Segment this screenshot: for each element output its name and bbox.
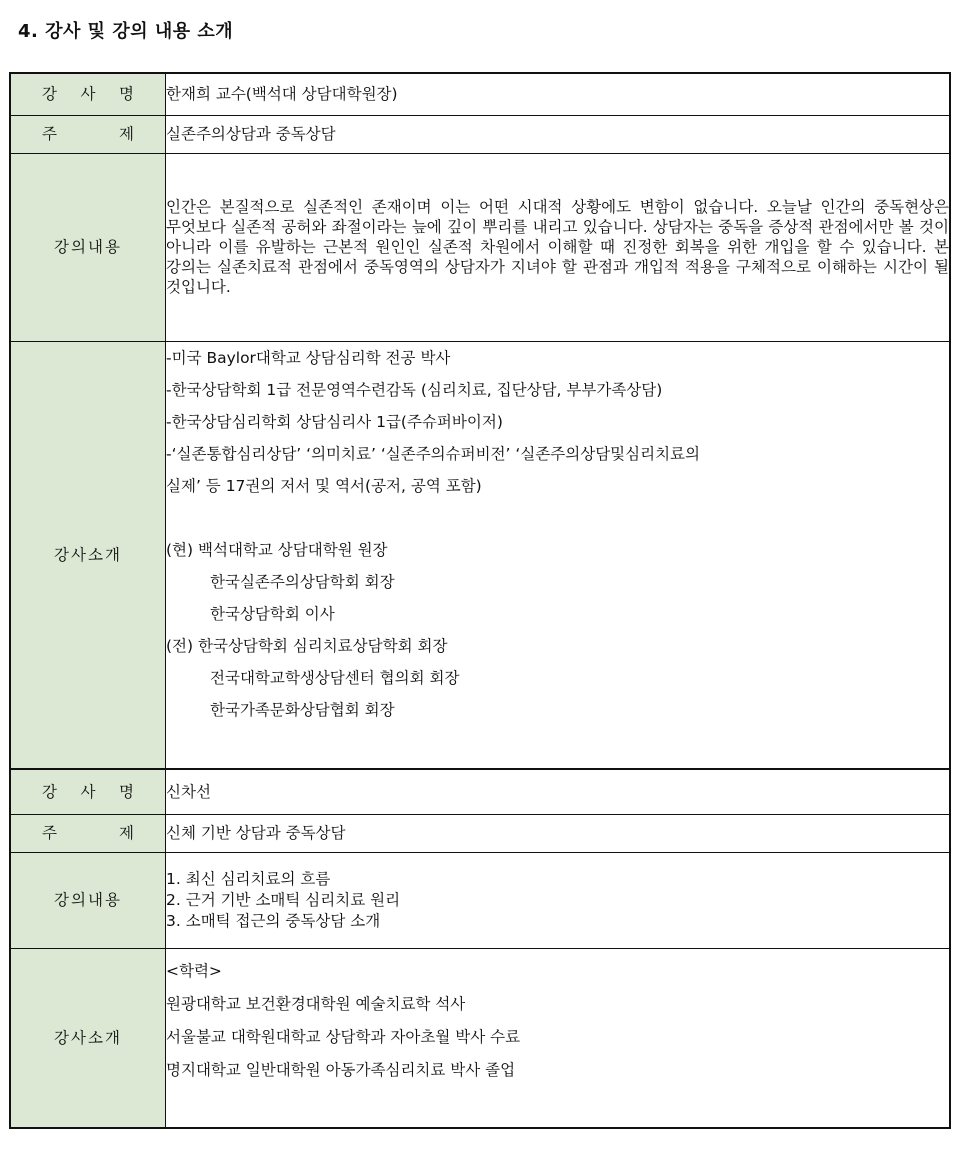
intro-1: [166, 341, 951, 769]
intro-line: 한국가족문화상담협회 회장: [210, 700, 395, 719]
intro-line: <학력>: [166, 961, 222, 980]
content-paragraph: 인간은 본질적으로 실존적인 존재이며 이는 어떤 시대적 상황에도 변함이 없습니다. 오늘날 인간의 중독현상은 무엇보다 실존적 공허와 좌절이라는 늪에 깊이 뿌리를 내리고 있습니다. 상담자는 중독을 증상적 관점에서만 볼 것이 아니라 이를 유발하는 근본적 원인인 실존적 차원에서 이해할 때 진정한 회복을 위한 개입을 할 수 있습니다. 본 강의는 실존치료적 관점에서 중독영역의 상담자가 지녀야 할 관점과 개입적 적용을 구체적으로 이해하는 시간이 될 것입니다.: [166, 198, 949, 296]
row-intro-1: [10, 341, 950, 769]
intro-line: -‘실존통합심리상담’ ‘의미치료’ ‘실존주의슈퍼비전’ ‘실존주의상담및심리치료의: [166, 444, 701, 463]
label-topic: [10, 115, 166, 153]
intro-line: (전) 한국상담학회 심리치료상담학회 회장: [166, 636, 448, 655]
label-char: 강: [42, 782, 57, 801]
intro-line: -미국 Baylor대학교 상담심리학 전공 박사: [166, 348, 451, 367]
label-content: 강의내용: [10, 852, 166, 948]
content-line: 2. 근거 기반 소매틱 심리치료 원리: [166, 890, 401, 909]
intro-line: 원광대학교 보건환경대학원 예술치료학 석사: [166, 994, 466, 1013]
label-char: 제: [119, 824, 134, 842]
label-lecturer-name: [10, 73, 166, 115]
intro-2: [166, 948, 951, 1128]
topic-2: 신체 기반 상담과 중독상담: [166, 814, 951, 852]
row-lecturer-name-1: [10, 73, 950, 115]
label-char: 강: [42, 85, 57, 104]
intro-line: -한국상담심리학회 상담심리사 1급(주슈퍼바이저): [166, 412, 503, 431]
label-char: 주: [42, 824, 57, 842]
topic-1: 실존주의상담과 중독상담: [166, 115, 951, 153]
intro-line: 한국실존주의상담학회 회장: [210, 572, 395, 591]
lecturer-table: [9, 72, 951, 1129]
row-lecturer-name-2: [10, 769, 950, 814]
label-char: 명: [119, 782, 134, 801]
label-char: 제: [119, 125, 134, 143]
content-2: [166, 852, 951, 948]
lecturer-name-1: 한재희 교수(백석대 상담대학원장): [166, 73, 951, 115]
label-topic: [10, 814, 166, 852]
intro-line: -한국상담학회 1급 전문영역수련감독 (심리치료, 집단상담, 부부가족상담): [166, 380, 663, 399]
label-char: 사: [80, 782, 96, 801]
row-content-1: [10, 153, 950, 341]
label-content: 강의내용: [10, 153, 166, 341]
content-line: 1. 최신 심리치료의 흐름: [166, 869, 331, 888]
intro-line: 명지대학교 일반대학원 아동가족심리치료 박사 졸업: [166, 1060, 516, 1079]
row-topic-2: [10, 814, 950, 852]
label-char: 사: [80, 85, 96, 104]
row-content-2: [10, 852, 950, 948]
intro-line: (현) 백석대학교 상담대학원 원장: [166, 540, 388, 559]
label-char: 주: [42, 125, 57, 143]
intro-line: 실제’ 등 17권의 저서 및 역서(공저, 공역 포함): [166, 476, 482, 495]
label-lecturer-name: [10, 769, 166, 814]
row-topic-1: [10, 115, 950, 153]
intro-line: 한국상담학회 이사: [210, 604, 335, 623]
label-char: 명: [119, 85, 134, 104]
row-intro-2: [10, 948, 950, 1128]
label-intro: 강사소개: [10, 341, 166, 769]
intro-line: 전국대학교학생상담센터 협의회 회장: [210, 668, 460, 687]
lecturer-name-2: 신차선: [166, 769, 951, 814]
content-1: [166, 153, 951, 341]
intro-spacer: [166, 502, 949, 534]
intro-line: 서울불교 대학원대학교 상담학과 자아초월 박사 수료: [166, 1027, 521, 1046]
content-line: 3. 소매틱 접근의 중독상담 소개: [166, 911, 381, 930]
label-intro: 강사소개: [10, 948, 166, 1128]
section-heading: 4. 강사 및 강의 내용 소개: [18, 21, 234, 42]
